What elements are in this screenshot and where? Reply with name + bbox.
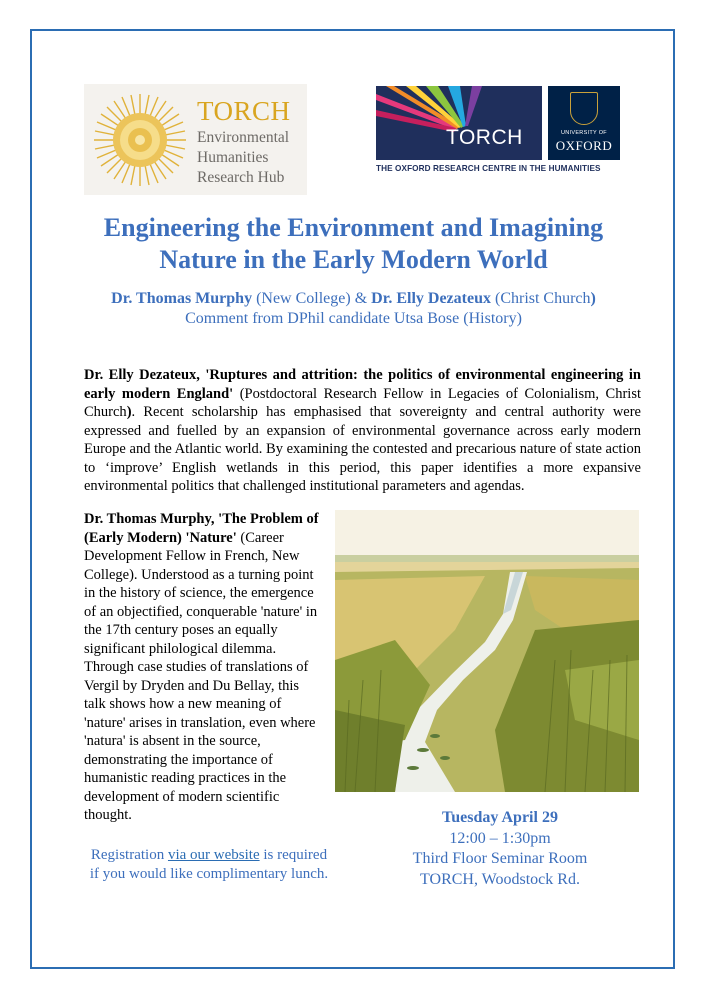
torch-brand-text: TORCH xyxy=(197,96,291,126)
torch-oxford-logo xyxy=(376,86,626,178)
registration-website-link[interactable]: via our website xyxy=(167,847,260,863)
abstract-dezateux-title: Dr. Elly Dezateux, 'Ruptures and attrition: the politics of environmental engineering in early modern England' xyxy=(84,367,641,402)
event-date: Tuesday April 29 xyxy=(442,809,558,826)
logo-line-humanities: Humanities xyxy=(197,149,269,166)
event-title xyxy=(70,212,637,276)
abstract-murphy-body: (Career Development Fellow in French, New College). Understood as a turning point in the history of science, the emergence of an objectified, conquerable 'nature' in the 17th century poses an equally significant philological dilemma. Through case studies of translations of Vergil by Dryden and Du Bellay, this talk shows how a new meaning of 'nature' arises in translation, even where 'natura' is absent in the source, demonstrating the importance of humanistic reading practices in the development of modern scientific thought. xyxy=(84,529,318,823)
registration-note xyxy=(84,846,334,884)
university-of-text: UNIVERSITY OF xyxy=(561,130,607,136)
abstract-dezateux-affiliation: (Postdoctoral Research Fellow in Legacies of Colonialism, Christ Church xyxy=(84,385,641,420)
torch-tagline: THE OXFORD RESEARCH CENTRE IN THE HUMANITIES xyxy=(376,164,601,173)
abstract-murphy xyxy=(84,510,324,825)
closing-paren: ) xyxy=(590,290,596,307)
speaker-dezateux-affiliation: (Christ Church xyxy=(490,290,591,307)
torch-environmental-humanities-logo xyxy=(84,84,307,195)
oxford-crest-icon xyxy=(570,92,598,125)
wetland-painting xyxy=(335,510,639,792)
speaker-dezateux: Dr. Elly Dezateux xyxy=(371,290,491,307)
registration-lunch-note: if you would like complimentary lunch. xyxy=(89,866,329,882)
title-line-2: Nature in the Early Modern World xyxy=(159,245,548,274)
logo-line-environmental: Environmental xyxy=(197,129,290,146)
logo-line-research-hub: Research Hub xyxy=(197,169,285,186)
event-details xyxy=(384,808,616,890)
abstract-dezateux-body: . Recent scholarship has emphasised that sovereignty and central authority were expressed and fuelled by an expansion of environmental governance across early modern Europe and the Atlantic world. By examining the contested and precarious nature of state action to ‘improve’ English wetlands in this period, this paper identifies a more expansive environmental politics that challenged institutional parameters and agendas. xyxy=(84,404,641,494)
speaker-murphy-affiliation: (New College) & xyxy=(252,290,372,307)
abstract-dezateux xyxy=(84,366,641,496)
speakers-line xyxy=(70,289,637,329)
event-location: TORCH, Woodstock Rd. xyxy=(420,870,580,888)
event-time: 12:00 – 1:30pm xyxy=(449,829,551,847)
respondent-comment: Comment from DPhil candidate Utsa Bose (History) xyxy=(185,310,522,327)
speaker-murphy: Dr. Thomas Murphy xyxy=(111,290,253,307)
abstract-dezateux-close: ) xyxy=(126,404,132,420)
title-line-1: Engineering the Environment and Imagining xyxy=(103,213,604,242)
torch-wordmark: TORCH xyxy=(446,126,523,149)
registration-suffix: is required xyxy=(259,847,328,863)
oxford-logo-box xyxy=(548,86,620,160)
event-room: Third Floor Seminar Room xyxy=(412,850,588,867)
sun-emblem-icon xyxy=(90,90,190,190)
oxford-wordmark: OXFORD xyxy=(555,138,613,153)
abstract-murphy-title: Dr. Thomas Murphy, 'The Problem of (Early Modern) 'Nature' xyxy=(84,511,319,546)
torch-logo-box xyxy=(376,86,542,160)
registration-prefix: Registration xyxy=(90,847,168,863)
